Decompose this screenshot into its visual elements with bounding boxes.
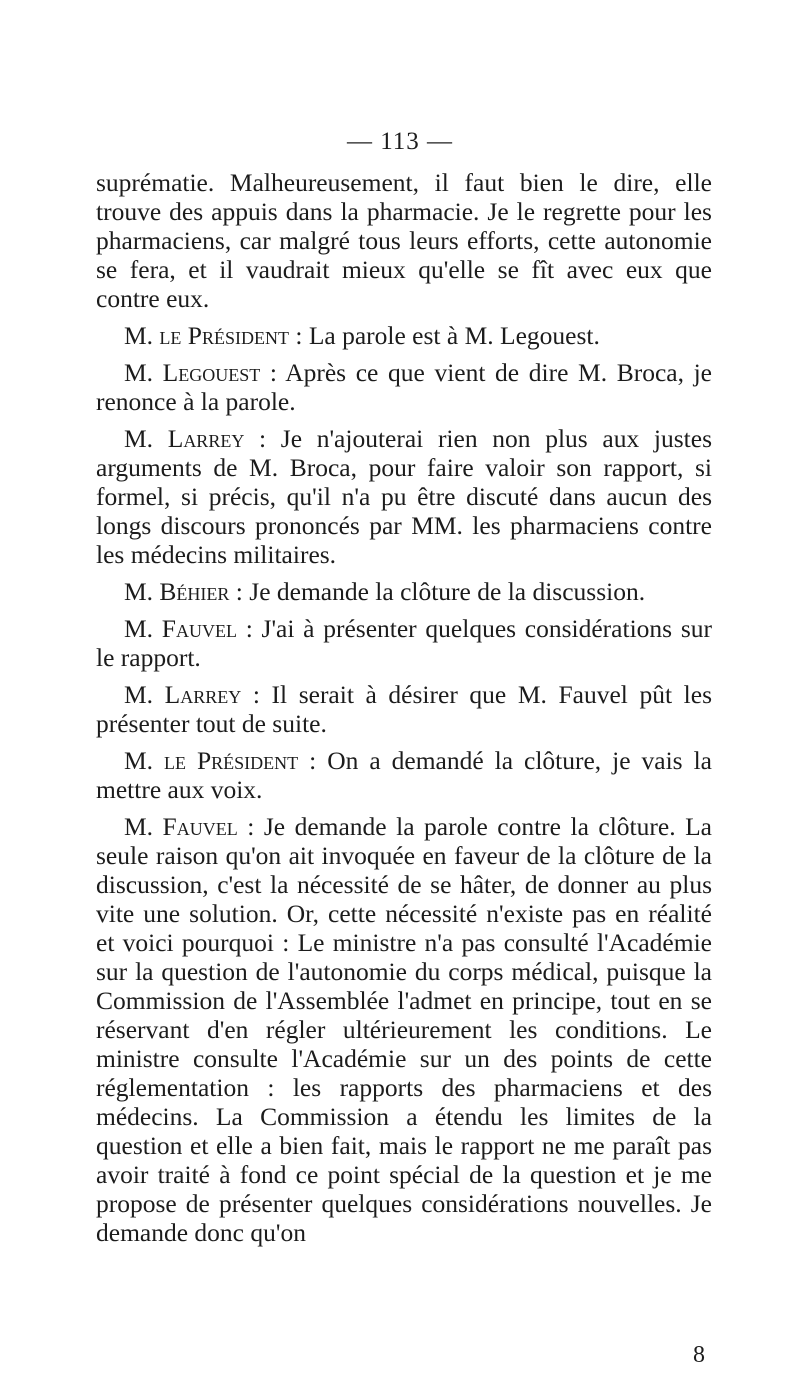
body-text <box>96 168 712 1255</box>
paragraph-behier <box>96 577 712 606</box>
paragraph-president <box>96 321 712 350</box>
speaker-name: M. le Président : <box>124 746 317 775</box>
paragraph-text: Je demande la parole contre la clôture. La seule raison qu'on ait invoquée en faveur de la clôture de la discussion, c'est la nécessité de se hâter, de donner au plus vite une solution. Or, cette nécessité n'existe pas en réalité et voici pourquoi : Le ministre n'a pas consulté l'Académie sur la question de l'autonomie du corps médical, puisque la Commission de l'Assemblée l'admet en principe, tout en se réservant d'en régler ultérieurement les conditions. Le ministre consulte l'Académie sur un des points de cette réglementation : les rapports des pharmaciens et des médecins. La Commission a étendu les limites de la question et elle a bien fait, mais le rapport ne me paraît pas avoir traité à fond ce point spécial de la question et je me propose de présenter quelques considérations nouvelles. Je demande donc qu'on <box>96 812 712 1247</box>
speaker-name: M. Legouest : <box>124 358 277 387</box>
paragraph-text: J'ai à présenter quelques considérations sur le rapport. <box>96 614 712 672</box>
paragraph-text: Il serait à désirer que M. Fauvel pût les présenter tout de suite. <box>96 680 712 738</box>
paragraph-text: Après ce que vient de dire M. Broca, je renonce à la parole. <box>96 358 713 416</box>
paragraph-president-2 <box>96 746 712 804</box>
speaker-name: M. Béhier : <box>124 577 243 606</box>
paragraph-text: Je n'ajouterai rien non plus aux justes arguments de M. Broca, pour faire valoir son rapport, si formel, si précis, qu'il n'a pu être discuté dans aucun des longs discours prononcés par MM. les pharmaciens contre les médecins militaires. <box>96 424 712 569</box>
signature-mark: 8 <box>693 1342 705 1368</box>
speaker-name: M. Larrey : <box>124 680 260 709</box>
speaker-name: M. Larrey : <box>124 424 267 453</box>
paragraph-legouest <box>96 358 712 416</box>
speaker-name: M. le Président : <box>124 321 303 350</box>
speaker-name: M. Fauvel : <box>124 812 255 841</box>
paragraph-text: La parole est à M. Legouest. <box>302 321 600 350</box>
paragraph-text: Je demande la clôture de la discussion. <box>242 577 646 606</box>
paragraph-continuation <box>96 168 712 313</box>
paragraph-text: suprématie. Malheureusement, il faut bien le dire, elle trouve des appuis dans la pharmacie. Je le regrette pour les pharmaciens, car malgré tous leurs efforts, cette autonomie se fera, et il vaudrait mieux qu'elle se fît avec eux que contre eux. <box>96 168 712 313</box>
paragraph-larrey-2 <box>96 680 712 738</box>
speaker-name: M. Fauvel : <box>124 614 253 643</box>
paragraph-text: On a demandé la clôture, je vais la mettre aux voix. <box>96 746 712 804</box>
paragraph-fauvel <box>96 614 712 672</box>
paragraph-fauvel-2 <box>96 812 712 1247</box>
page-number: — 113 — <box>346 128 454 155</box>
paragraph-larrey <box>96 424 712 569</box>
